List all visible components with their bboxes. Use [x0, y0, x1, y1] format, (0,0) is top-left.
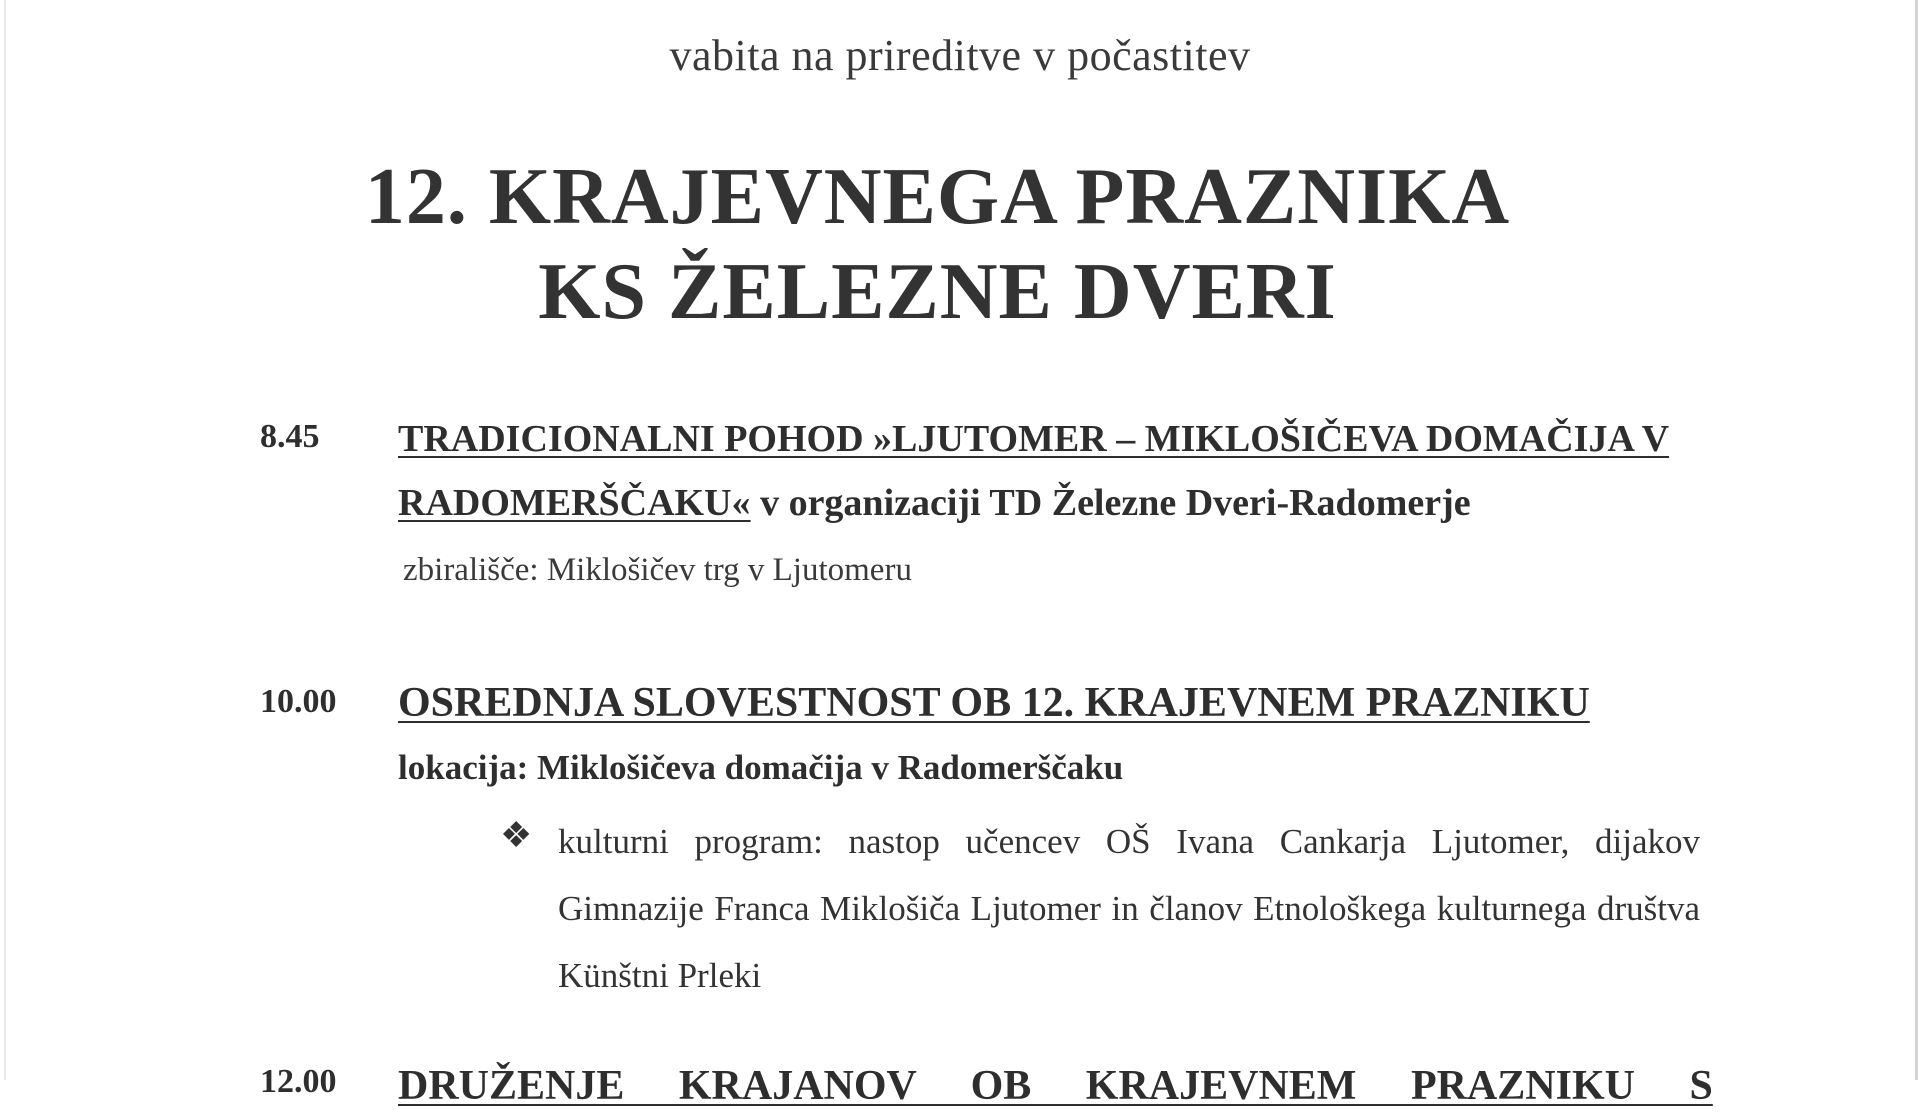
- intro-text: vabita na prireditve v počastitev: [669, 31, 1251, 80]
- event-1-heading-line-2: [398, 466, 1700, 540]
- event-2: [398, 675, 1700, 805]
- event-3: [398, 1058, 1713, 1114]
- event-1-organizer: v organizaciji TD Železne Dveri-Radomerje: [760, 482, 1471, 524]
- title-line-2: KS ŽELEZNE DVERI: [538, 248, 1337, 336]
- event-3-heading: DRUŽENJE KRAJANOV OB KRAJEVNEM PRAZNIKU S: [398, 1063, 1713, 1109]
- title-line-1: 12. KRAJEVNEGA PRAZNIKA: [364, 153, 1511, 241]
- event-1-time: 8.45: [260, 418, 320, 455]
- event-1: [398, 412, 1700, 600]
- event-1-meeting-point: zbirališče: Miklošičev trg v Ljutomeru: [403, 552, 912, 588]
- four-diamonds-icon: ❖: [500, 815, 533, 855]
- event-1-heading-line-1: TRADICIONALNI POHOD »LJUTOMER – MIKLOŠIČEVA DOMAČIJA V: [398, 418, 1670, 460]
- event-2-heading: OSREDNJA SLOVESTNOST OB 12. KRAJEVNEM PRAZNIKU: [398, 680, 1590, 726]
- event-2-bullet-text: kulturni program: nastop učencev OŠ Ivana Cankarja Ljutomer, dijakov Gimnazije Franca Miklošiča Ljutomer in članov Etnološkega kulturnega društva Künštni Prleki: [558, 822, 1700, 995]
- event-3-time: 12.00: [260, 1063, 337, 1100]
- event-2-location: lokacija: Miklošičeva domačija v Radomerščaku: [398, 748, 1124, 787]
- page-edge-right: [1915, 0, 1918, 1080]
- event-1-heading-end: RADOMERŠČAKU«: [398, 482, 751, 524]
- event-2-time: 10.00: [260, 683, 337, 720]
